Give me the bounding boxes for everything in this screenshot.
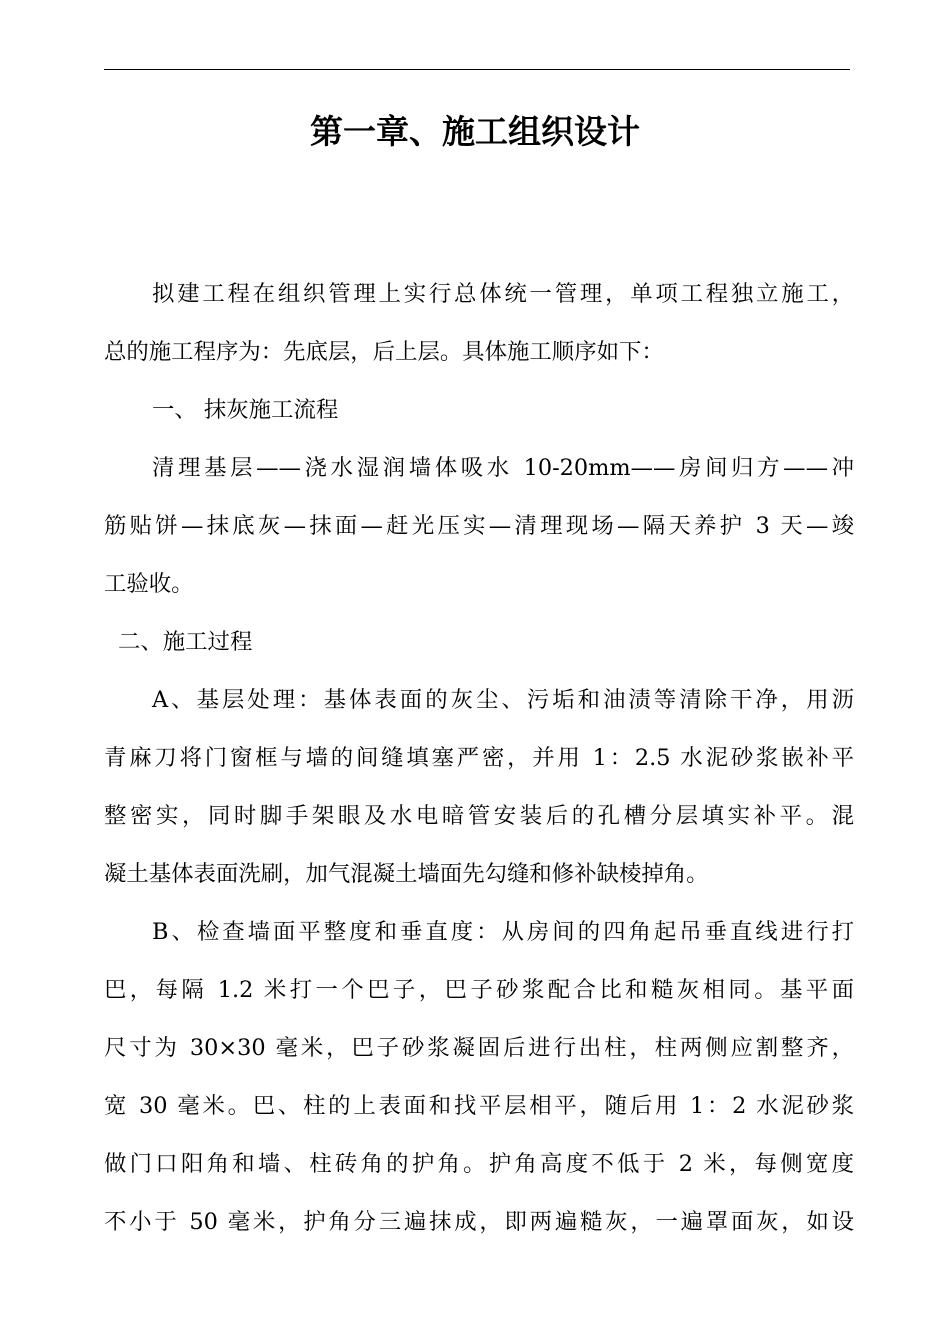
paragraph-b-line-2: 巴，每隔 1.2 米打一个巴子，巴子砂浆配合比和糙灰相同。基平面 (104, 977, 854, 1003)
paragraph-b-line-3: 尺寸为 30×30 毫米，巴子砂浆凝固后进行出柱，柱两侧应割整齐， (104, 1035, 854, 1061)
paragraph-a-line-4: 凝土基体表面洗刷，加气混凝土墙面先勾缝和修补缺棱掉角。 (104, 861, 709, 887)
paragraph-a-line-1: A、基层处理：基体表面的灰尘、污垢和油渍等清除干净，用沥 (152, 687, 854, 713)
paragraph-flow-line-3: 工验收。 (104, 571, 194, 597)
paragraph-flow-line-1: 清理基层——浇水湿润墙体吸水 10-20mm——房间归方——冲 (152, 455, 854, 481)
section-heading-construction-process: 二、施工过程 (118, 629, 253, 655)
paragraph-a-line-3: 整密实，同时脚手架眼及水电暗管安装后的孔槽分层填实补平。混 (104, 803, 854, 829)
paragraph-b-line-6: 不小于 50 毫米，护角分三遍抹成，即两遍糙灰，一遍罩面灰，如设 (104, 1209, 854, 1235)
paragraph-b-line-4: 宽 30 毫米。巴、柱的上表面和找平层相平，随后用 1：2 水泥砂浆 (104, 1093, 854, 1119)
paragraph-b-line-1: B、检查墙面平整度和垂直度：从房间的四角起吊垂直线进行打 (152, 919, 854, 945)
paragraph-intro-line-1: 拟建工程在组织管理上实行总体统一管理，单项工程独立施工， (152, 281, 854, 307)
paragraph-a-line-2: 青麻刀将门窗框与墙的间缝填塞严密，并用 1：2.5 水泥砂浆嵌补平 (104, 745, 854, 771)
section-heading-plastering-flow: 一、 抹灰施工流程 (152, 397, 339, 423)
paragraph-intro-line-2: 总的施工程序为：先底层，后上层。具体施工顺序如下： (104, 339, 664, 365)
paragraph-flow-line-2: 筋贴饼—抹底灰—抹面—赶光压实—清理现场—隔天养护 3 天—竣 (104, 513, 854, 539)
paragraph-b-line-5: 做门口阳角和墙、柱砖角的护角。护角高度不低于 2 米，每侧宽度 (104, 1151, 854, 1177)
chapter-title: 第一章、施工组织设计 (310, 112, 640, 151)
document-body (104, 265, 854, 1251)
header-rule (104, 69, 850, 70)
